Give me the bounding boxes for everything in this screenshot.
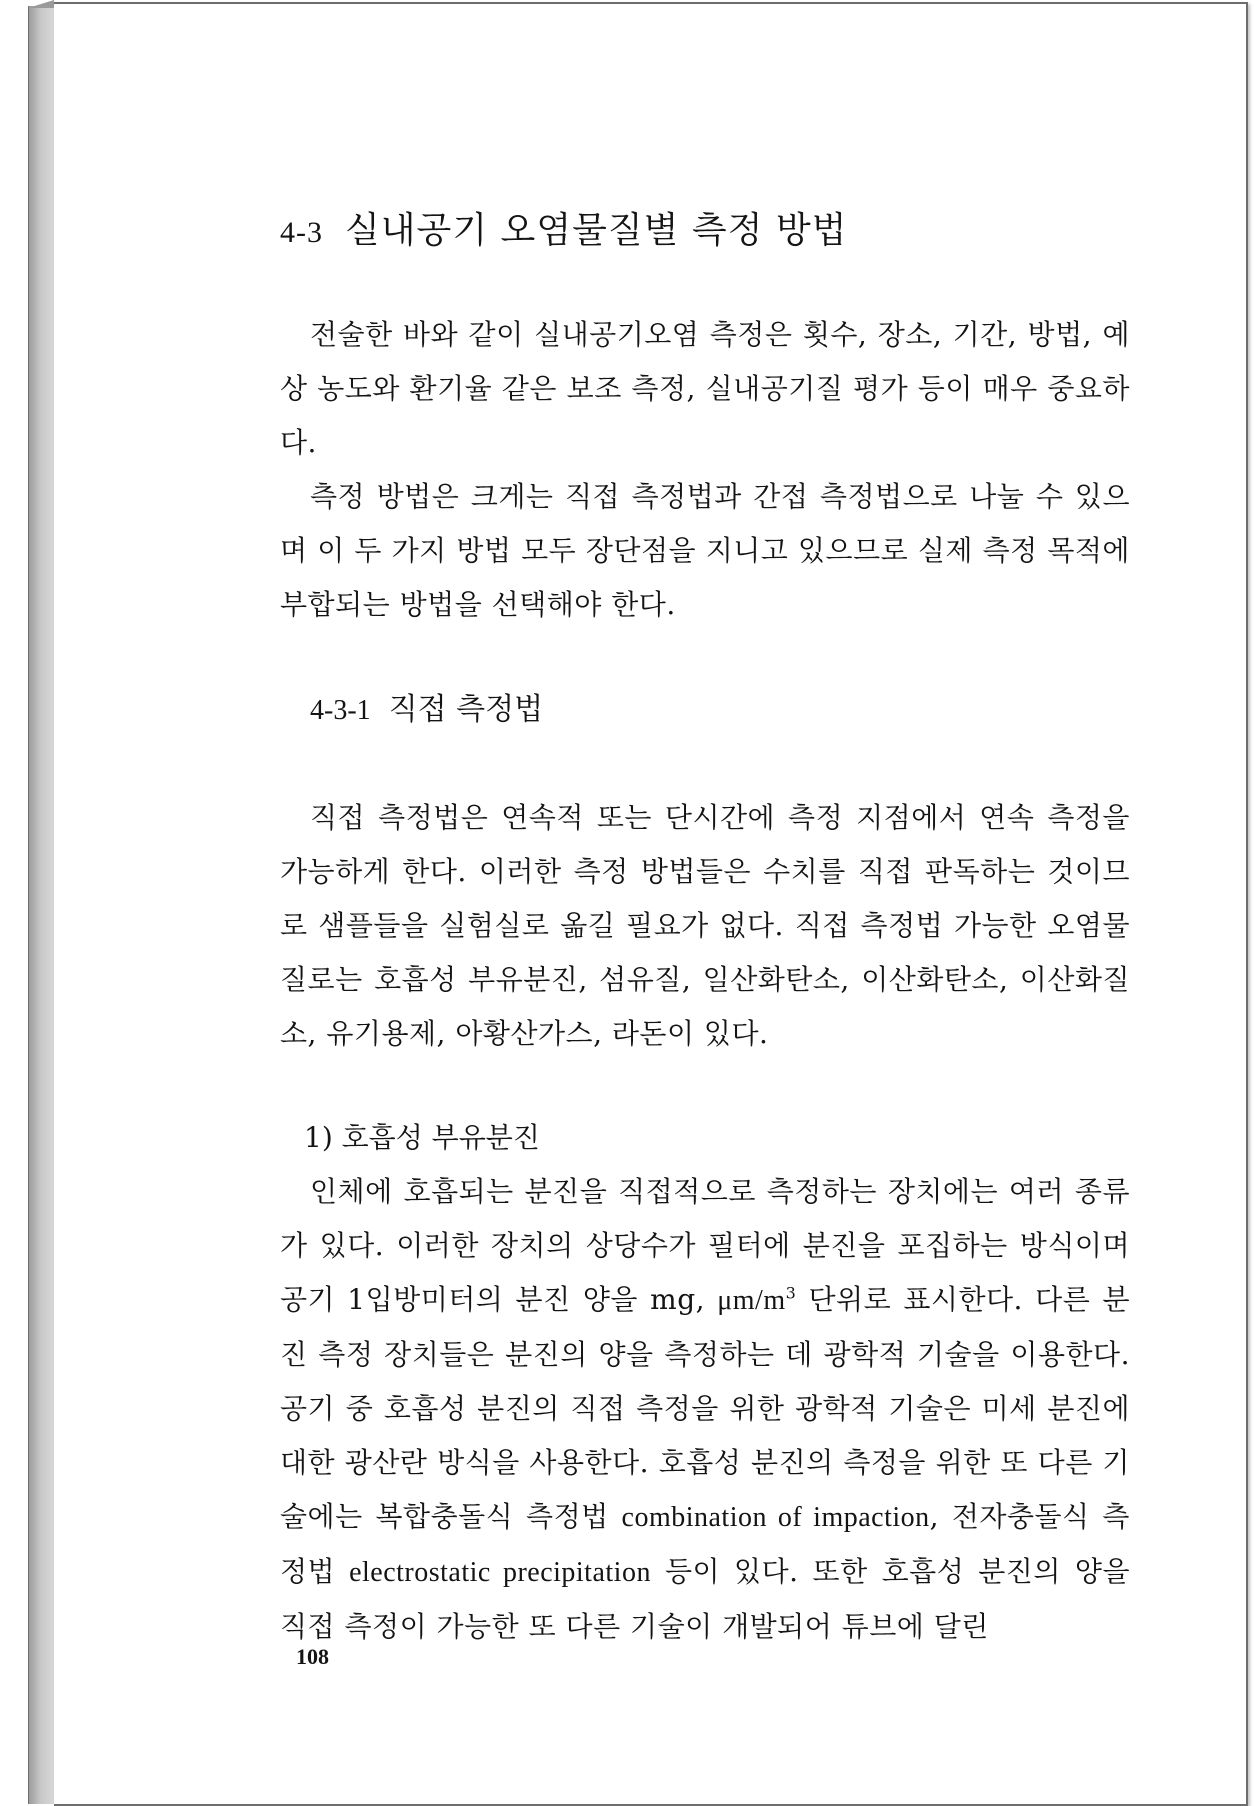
book-spine: [28, 6, 55, 1804]
subsection-title: 직접 측정법: [388, 692, 544, 727]
term-combination-of-impaction: combination of impaction: [621, 1502, 930, 1533]
section-title: 실내공기 오염물질별 측정 방법: [345, 210, 848, 251]
section-number: 4-3: [280, 216, 323, 249]
subsection-number: 4-3-1: [310, 695, 371, 726]
subsection-paragraph: 직접 측정법은 연속적 또는 단시간에 측정 지점에서 연속 측정을 가능하게 한다. 이러한 측정 방법들은 수치를 직접 판독하는 것이므로 샘플들을 실험실로 옮길 필요가 없다. 직접 측정법 가능한 오염물질로는 호흡성 부유분진, 섬유질, 일산화탄소, 이산화탄소, 이산화질소, 유기용제, 아황산가스, 라돈이 있다.: [280, 801, 1130, 1050]
item-text-part-4: 등이 있다. 또한 호흡성 분진의 양을 직접 측정이 가능한 또 다른 기술이 개발되어 튜브에 달린: [280, 1555, 1130, 1643]
intro-paragraph-2: 측정 방법은 크게는 직접 측정법과 간접 측정법으로 나눌 수 있으며 이 두 가지 방법 모두 장단점을 지니고 있으므로 실제 측정 목적에 부합되는 방법을 선택해야 한다.: [280, 480, 1130, 621]
item-text-part-3: , 전자충돌식 측정법: [280, 1500, 1130, 1588]
item-paragraph: [280, 1165, 1130, 1654]
item-text-part-1: 인체에 호흡되는 분진을 직접적으로 측정하는 장치에는 여러 종류가 있다. 이러한 장치의 상당수가 필터에 분진을 포집하는 방식이며 공기 1입방미터의 분진 양을 mg,: [280, 1175, 1130, 1316]
unit-superscript: 3: [785, 1283, 797, 1303]
intro-paragraph-1: 전술한 바와 같이 실내공기오염 측정은 횟수, 장소, 기간, 방법, 예상 농도와 환기율 같은 보조 측정, 실내공기질 평가 등이 매우 중요하다.: [280, 318, 1130, 459]
item-text-part-2: 단위로 표시한다. 다른 분진 측정 장치들은 분진의 양을 측정하는 데 광학적 기술을 이용한다. 공기 중 호흡성 분진의 직접 측정을 위한 광학적 기술은 미세 분진에 대한 광산란 방식을 사용한다. 호흡성 분진의 측정을 위한 또 다른 기술에는 복합충돌식 측정법: [280, 1283, 1130, 1533]
subsection-heading: [280, 680, 1130, 741]
item-heading: 1) 호흡성 부유분진: [304, 1121, 540, 1154]
unit-main: μm/m: [717, 1285, 786, 1316]
term-electrostatic-precipitation: electrostatic precipitation: [349, 1557, 651, 1588]
book-spine-top: [28, 0, 54, 8]
page-number: 108: [296, 1644, 329, 1669]
page-content: [280, 200, 1130, 1654]
section-heading: [280, 200, 1130, 264]
